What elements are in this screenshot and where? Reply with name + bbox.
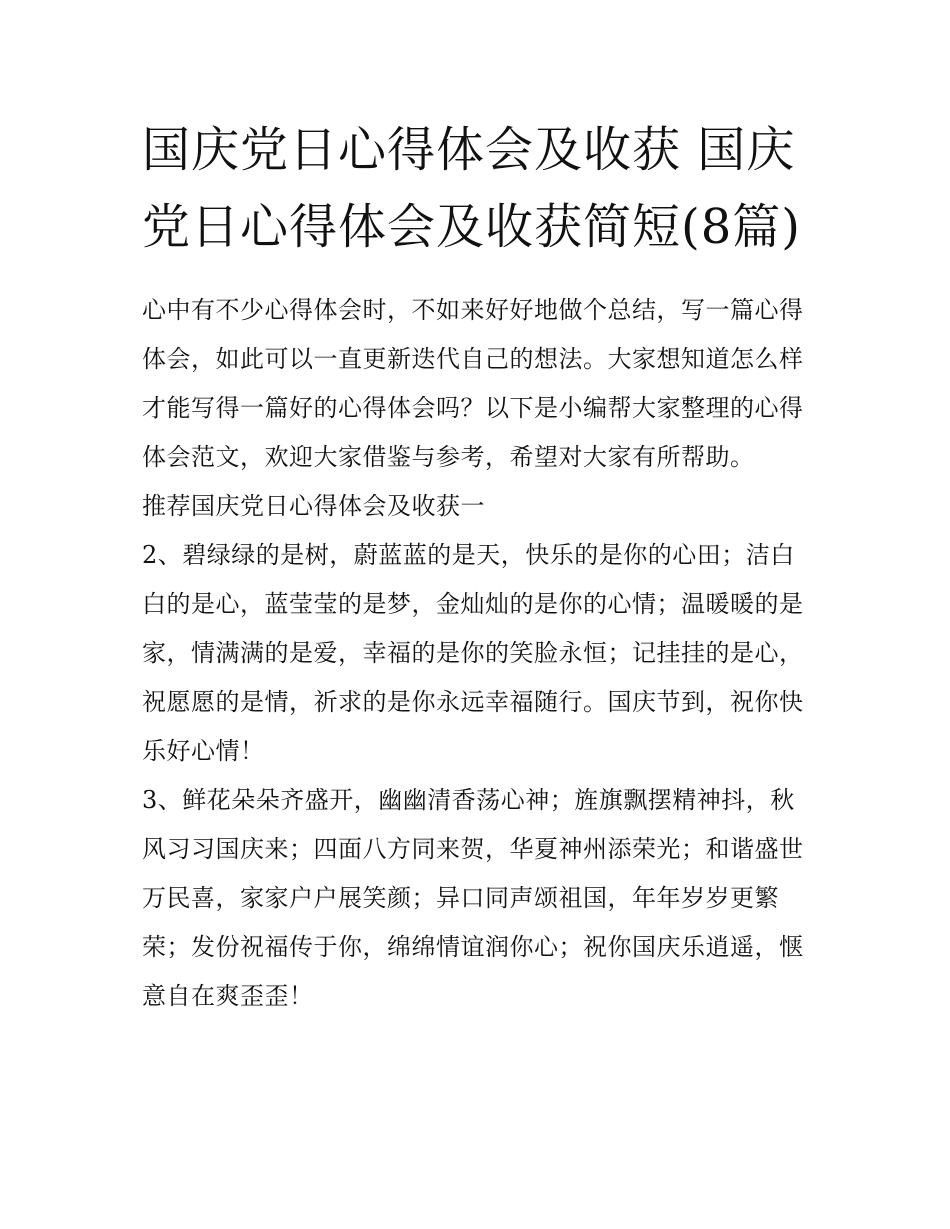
intro-paragraph: 心中有不少心得体会时，不如来好好地做个总结，写一篇心得体会，如此可以一直更新迭代自己的想法。大家想知道怎么样才能写得一篇好的心得体会吗？以下是小编帮大家整理的心得体会范文，欢迎大家借鉴与参考，希望对大家有所帮助。 [142, 296, 804, 471]
section-heading: 推荐国庆党日心得体会及收获一 [142, 492, 485, 520]
document-page [142, 112, 814, 1021]
document-title: 国庆党日心得体会及收获 国庆党日心得体会及收获简短(8篇) [142, 122, 801, 255]
body-paragraph-2: 2、碧绿绿的是树，蔚蓝蓝的是天，快乐的是你的心田；洁白白的是心，蓝莹莹的是梦，金灿灿的是你的心情；温暖暖的是家，情满满的是爱，幸福的是你的笑脸永恒；记挂挂的是心，祝愿愿的是情，祈求的是你永远幸福随行。国庆节到，祝你快乐好心情！ [142, 541, 804, 765]
body-paragraph-3: 3、鲜花朵朵齐盛开，幽幽清香荡心神；旌旗飘摆精神抖，秋风习习国庆来；四面八方同来贺，华夏神州添荣光；和谐盛世万民喜，家家户户展笑颜；异口同声颂祖国，年年岁岁更繁荣；发份祝福传于你，绵绵情谊润你心；祝你国庆乐逍遥，惬意自在爽歪歪！ [142, 786, 804, 1010]
